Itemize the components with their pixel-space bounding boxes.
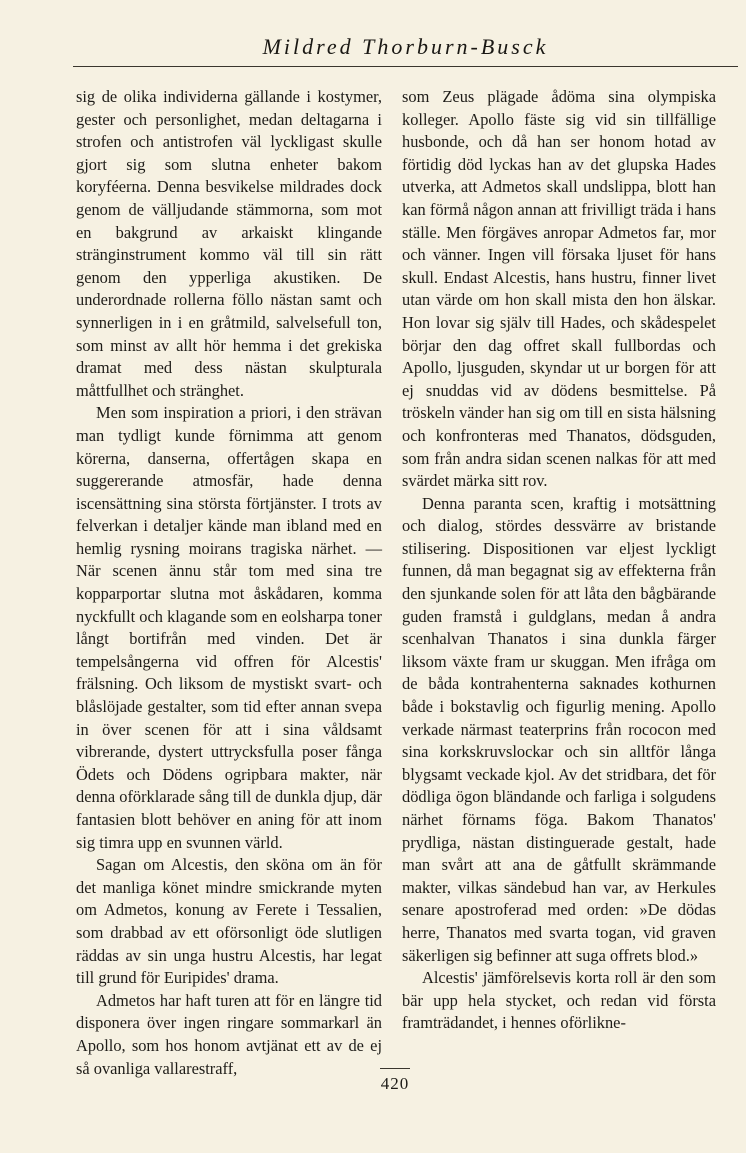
paragraph: sig de olika individerna gällande i kostymer, gester och personlighet, medan deltagarna i strofen och antistrofen väl lyckligast skulle gjort sig som slutna enheter bakom koryféerna. Denna besvikelse mildrades dock genom de välljudande stämmorna, som mot en bakgrund av arkaiskt klingande stränginstrument kommo väl till sin rätt genom den ypperliga akustiken. De underordnade rollerna föllo nästan samt och synnerligen in i en gråtmild, salvelsefull ton, som minst av allt hör hemma i det grekiska dramat med dess nästan skulpturala måttfullhet och stränghet. <box>76 87 382 400</box>
paragraph: Admetos har haft turen att för en längre tid disponera över ingen ringare sommarkarl än Apollo, som hos honom avtjänat ett av de ej så ovanliga vallarestraff, <box>76 990 382 1078</box>
paragraph: Men som inspiration a priori, i den strävan man tydligt kunde förnimma att genom körerna, danserna, offertågen skapa en suggererande atmosfär, hade denna iscensättning sina största förtjänster. I trots av felverkan i detaljer kände man ibland med en hemlig rysning moirans tragiska närhet. — När scenen ännu står tom med sina tre kopparportar slutna mot åskådaren, komma nyckfullt och klagande som en eolsharpa toner långt bortifrån med vinden. Det är tempelsångerna vid offren för Alcestis' frälsning. Och liksom de mystiskt svart- och blåslöjade gestalter, som tid efter annan svepa in över scenen för att i sina våldsamt vibrerande, dystert uttrycksfulla poser fånga Ödets och Dödens ogripbara makter, när denna oförklarade sång till de dunkla djup, där fantasien blott behöver en aning för att inom sig timra upp en svunnen värld. <box>76 403 382 852</box>
paragraph: Sagan om Alcestis, den sköna om än för det manliga könet mindre smickrande myten om Admetos, konung av Ferete i Tessalien, som drabbad av ett oförsonligt öde slutligen räddas av sin unga hustru Alcestis, har legat till grund för Euripides' drama. <box>76 855 382 988</box>
page-number: 420 <box>380 1074 410 1093</box>
paragraph: Denna paranta scen, kraftig i motsättning och dialog, stördes dessvärre av bristande stilisering. Dispositionen var eljest lyckligt funnen, då man begagnat sig av effekterna från den sjunkande solen för att låta den bågbärande guden framstå i guldglans, medan å andra scenhalvan Thanatos i sina dunkla färger liksom växte fram ur skuggan. Men ifråga om de båda kontrahenterna saknades kothurnen både i bokstavlig och figurlig mening. Apollo verkade närmast teaterprins från rococon med sina korkskruvslockar och sin alltför långa blygsamt veckade kjol. Av det stridbara, det för dödliga ögon bländande och farliga i solgudens närhet förnams föga. Bakom Thanatos' prydliga, nästan distinguerade gestalt, hade man svårt att ana de gåtfullt skrämmande makter, vilkas sändebud han var, av Herkules senare apostroferad med orden: »De dödas herre, Thanatos med svarta togan, vid graven säkerligen sig befinner att suga offrets blod.» <box>402 493 716 965</box>
paragraph: som Zeus plägade ådöma sina olympiska kolleger. Apollo fäste sig vid sin tillfällige husbonde, och då han ser honom hotad av förtidig död lyckas han av det glupska Hades utverka, att Admetos skall undslippa, blott han kan förmå någon annan att frivilligt träda i hans ställe. Men förgäves anropar Admetos far, mor och vänner. Ingen vill försaka ljuset för hans skull. Endast Alcestis, hans hustru, finner livet utan värde om hon skall mista den hon älskar. Hon lovar sig själv till Hades, och skådespelet börjar den dag offret skall fullbordas och Apollo, ljusguden, skyndar ut ur borgen för att ej snuddas vid av dödens besmittelse. På tröskeln vänder han sig om till en sista hälsning och konfronteras med Thanatos, dödsguden, som från andra sidan scenen nalkas för att med svärdet märka sitt rov. <box>402 87 716 491</box>
header-rule <box>73 66 738 67</box>
page-header-title: Mildred Thorburn-Busck <box>262 34 549 59</box>
paragraph: Alcestis' jämförelsevis korta roll är den som bär upp hela stycket, och redan vid första framträdandet, i hennes oförlikne- <box>402 968 716 1033</box>
right-column <box>402 86 716 1035</box>
page-number-rule <box>380 1068 410 1069</box>
left-column <box>76 86 382 1080</box>
